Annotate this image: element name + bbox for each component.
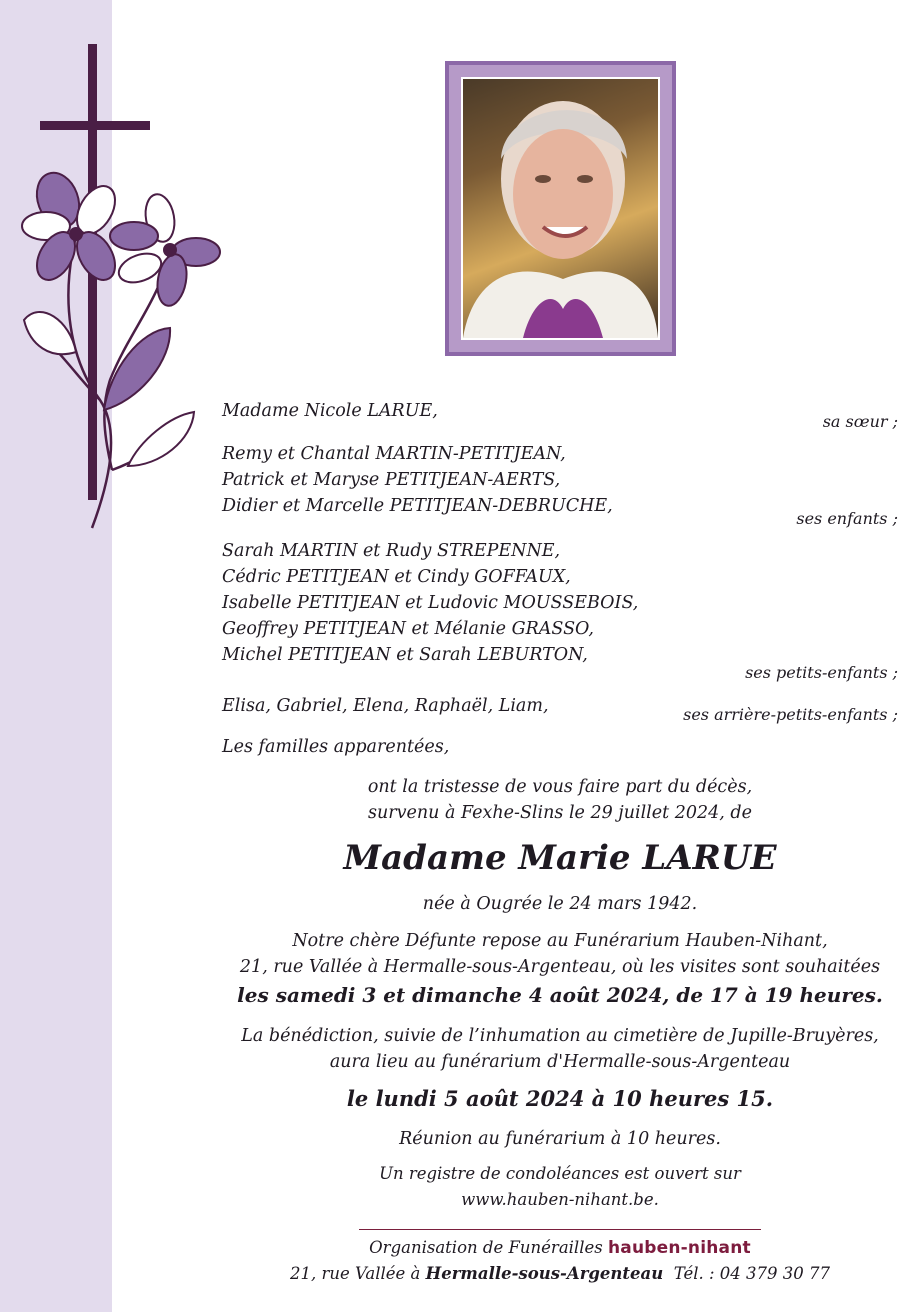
- portrait-photo: [461, 77, 660, 340]
- list-item: Didier et Marcelle PETITJEAN-DEBRUCHE,: [222, 496, 613, 516]
- flower-left: [22, 167, 123, 287]
- phone-number: Tél. : 04 379 30 77: [673, 1264, 831, 1283]
- footer-divider: [359, 1229, 761, 1230]
- list-item: Patrick et Maryse PETITJEAN-AERTS,: [222, 470, 561, 490]
- sister-name: Madame Nicole LARUE,: [222, 401, 438, 421]
- list-item: Isabelle PETITJEAN et Ludovic MOUSSEBOIS,: [222, 593, 639, 613]
- organizer-address: 21, rue Vallée à Hermalle-sous-Argenteau Tél. : 04 379 30 77: [289, 1264, 831, 1283]
- cross-horizontal: [40, 121, 150, 130]
- ceremony-date: le lundi 5 août 2024 à 10 heures 15.: [346, 1086, 774, 1111]
- registry-info: Un registre de condoléances est ouvert sur www.hauben-nihant.be.: [220, 1161, 900, 1213]
- list-item: Sarah MARTIN et Rudy STREPENNE,: [222, 541, 561, 561]
- cross-flower-decoration: [0, 0, 240, 560]
- birth-info: née à Ougrée le 24 mars 1942.: [422, 894, 698, 914]
- children-role: ses enfants ;: [796, 509, 898, 528]
- sister-role: sa sœur ;: [822, 412, 898, 431]
- list-item: Remy et Chantal MARTIN-PETITJEAN,: [222, 444, 566, 464]
- list-item: Michel PETITJEAN et Sarah LEBURTON,: [222, 645, 588, 665]
- registry-url[interactable]: www.hauben-nihant.be.: [461, 1190, 659, 1209]
- children-list: [222, 441, 613, 519]
- leaves: [24, 312, 194, 466]
- visits-info: Notre chère Défunte repose au Funérarium Hauben-Nihant, 21, rue Vallée à Hermalle-sous-Argenteau, où les visites sont souhaitées les samedi 3 et dimanche 4 août 2024, de 17 à 19 heures.: [220, 928, 900, 1010]
- list-item: Geoffrey PETITJEAN et Mélanie GRASSO,: [222, 619, 594, 639]
- related-families: Les familles apparentées,: [222, 737, 450, 757]
- deceased-name: Madame Marie LARUE: [343, 838, 777, 878]
- announcement-text: ont la tristesse de vous faire part du décès, survenu à Fexhe-Slins le 29 juillet 2024, de: [367, 777, 753, 823]
- meeting-info: Réunion au funérarium à 10 heures.: [399, 1129, 721, 1149]
- portrait-frame: [445, 61, 676, 356]
- visit-dates: les samedi 3 et dimanche 4 août 2024, de 17 à 19 heures.: [237, 983, 883, 1007]
- flower-right: [110, 192, 220, 308]
- list-item: Cédric PETITJEAN et Cindy GOFFAUX,: [222, 567, 571, 587]
- grandchildren-role: ses petits-enfants ;: [745, 663, 898, 682]
- grandchildren-list: [222, 538, 638, 668]
- great-grandchildren-role: ses arrière-petits-enfants ;: [683, 705, 898, 724]
- organizer-line: Organisation de Funérailles hauben-nihant: [369, 1238, 751, 1258]
- ceremony-info: La bénédiction, suivie de l’inhumation au cimetière de Jupille-Bruyères, aura lieu au funérarium d'Hermalle-sous-Argenteau: [241, 1026, 879, 1072]
- brand-logo: hauben-nihant: [607, 1238, 751, 1258]
- great-grandchildren-list: Elisa, Gabriel, Elena, Raphaël, Liam,: [222, 696, 549, 716]
